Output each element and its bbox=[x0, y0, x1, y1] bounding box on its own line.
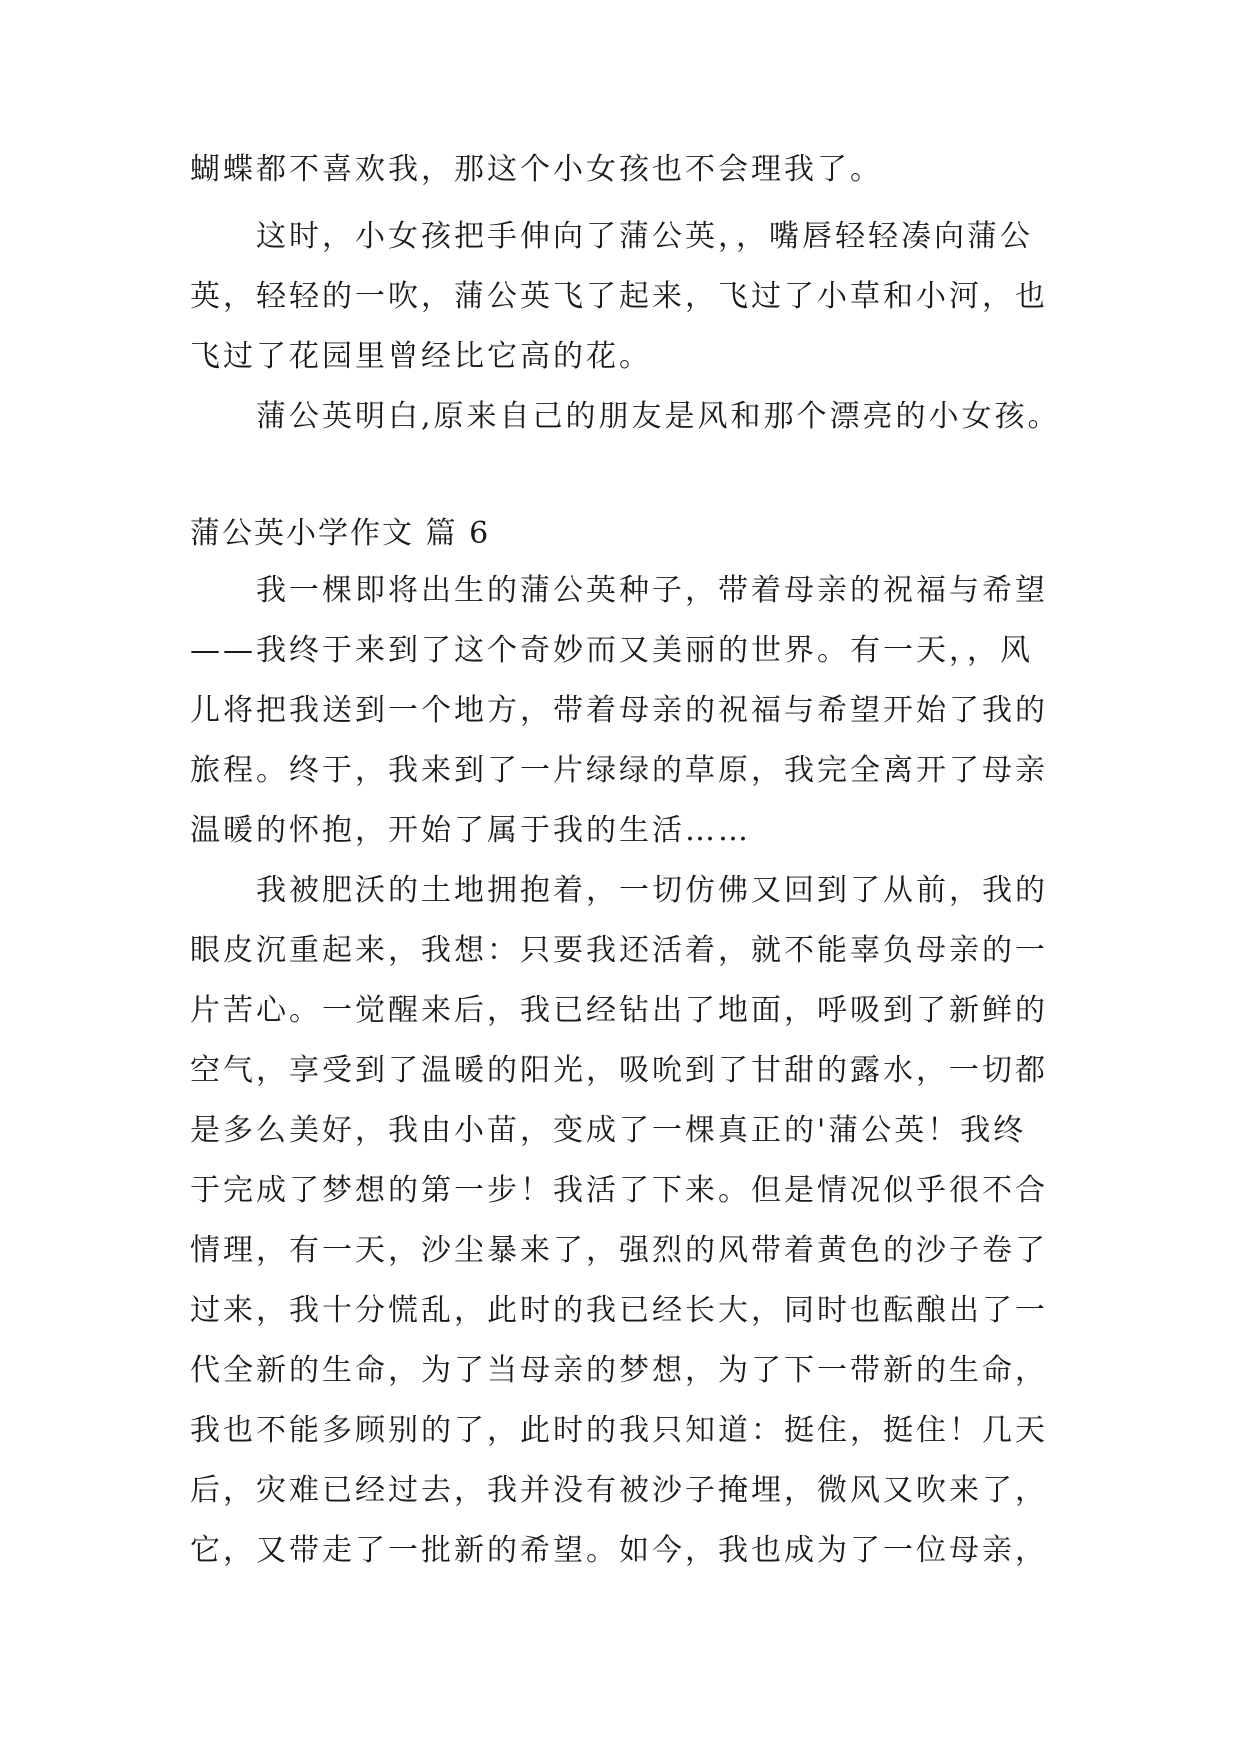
text-line: 儿将把我送到一个地方，带着母亲的祝福与希望开始了我的 bbox=[190, 693, 1048, 728]
text-line: 这时，小女孩把手伸向了蒲公英，，嘴唇轻轻凑向蒲公 bbox=[190, 219, 1033, 254]
text-line: 我也不能多顾别的了，此时的我只知道：挺住，挺住！几天 bbox=[190, 1413, 1048, 1448]
text-line: 后，灾难已经过去，我并没有被沙子掩埋，微风又吹来了， bbox=[190, 1473, 1048, 1508]
text-line: 它，又带走了一批新的希望。如今，我也成为了一位母亲， bbox=[190, 1533, 1048, 1568]
text-line: ——我终于来到了这个奇妙而又美丽的世界。有一天，，风 bbox=[190, 633, 1033, 668]
text-line: 我被肥沃的土地拥抱着，一切仿佛又回到了从前，我的 bbox=[190, 873, 1048, 908]
text-line: 过来，我十分慌乱，此时的我已经长大，同时也酝酿出了一 bbox=[190, 1293, 1048, 1328]
text-line: 英，轻轻的一吹，蒲公英飞了起来，飞过了小草和小河，也 bbox=[190, 279, 1048, 314]
text-line: 蝴蝶都不喜欢我，那这个小女孩也不会理我了。 bbox=[190, 152, 883, 187]
text-line: 是多么美好，我由小苗，变成了一棵真正的'蒲公英！我终 bbox=[190, 1113, 1027, 1148]
text-line: 飞过了花园里曾经比它高的花。 bbox=[190, 339, 652, 374]
text-line: 代全新的生命，为了当母亲的梦想，为了下一带新的生命， bbox=[190, 1353, 1048, 1388]
text-line: 片苦心。一觉醒来后，我已经钻出了地面，呼吸到了新鲜的 bbox=[190, 993, 1048, 1028]
text-line: 温暖的怀抱，开始了属于我的生活…… bbox=[190, 813, 751, 848]
text-line: 于完成了梦想的第一步！我活了下来。但是情况似乎很不合 bbox=[190, 1173, 1048, 1208]
text-line: 蒲公英明白,原来自己的朋友是风和那个漂亮的小女孩。 bbox=[190, 399, 1061, 434]
text-line: 眼皮沉重起来，我想：只要我还活着，就不能辜负母亲的一 bbox=[190, 933, 1048, 968]
text-line: 旅程。终于，我来到了一片绿绿的草原，我完全离开了母亲 bbox=[190, 753, 1048, 788]
section-heading: 蒲公英小学作文 篇 6 bbox=[190, 516, 491, 551]
text-line: 我一棵即将出生的蒲公英种子，带着母亲的祝福与希望 bbox=[190, 573, 1048, 608]
text-line: 空气，享受到了温暖的阳光，吸吮到了甘甜的露水，一切都 bbox=[190, 1053, 1048, 1088]
text-line: 情理，有一天，沙尘暴来了，强烈的风带着黄色的沙子卷了 bbox=[190, 1233, 1048, 1268]
